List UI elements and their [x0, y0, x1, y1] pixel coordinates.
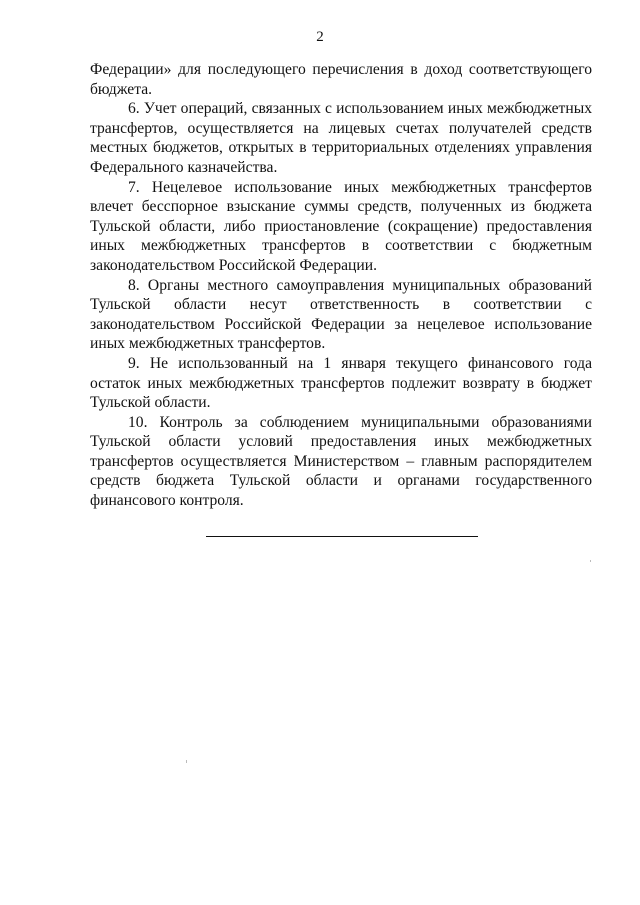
page-number: 2 [316, 29, 324, 45]
paragraph-10: 10. Контроль за соблюдением муниципальными образованиями Тульской области условий предоставления иных межбюджетных трансфертов осуществляется Министерством – главным распорядителем средств бюджета Тульской области и органами государственного финансового контроля. [90, 413, 592, 510]
paragraph-6: 6. Учет операций, связанных с использованием иных межбюджетных трансфертов, осуществляется на лицевых счетах получателей средств местных бюджетов, открытых в территориальных отделениях управления Федерального казначейства. [90, 100, 592, 176]
scan-speck [186, 760, 187, 763]
paragraph-9: 9. Не использованный на 1 января текущего финансового года остаток иных межбюджетных трансфертов подлежит возврату в бюджет Тульской области. [90, 354, 592, 412]
paragraph-7: 7. Нецелевое использование иных межбюджетных трансфертов влечет бесспорное взыскание суммы средств, полученных из бюджета Тульской области, либо приостановление (сокращение) предоставления иных межбюджетных трансфертов в соответствии с бюджетным законодательством Российской Федерации. [90, 178, 592, 274]
paragraph-continuation: Федерации» для последующего перечисления в доход соответствующего бюджета. [90, 61, 592, 98]
document-body [90, 60, 592, 511]
end-of-text-rule [206, 536, 478, 537]
scan-speck [590, 560, 591, 562]
paragraph-8: 8. Органы местного самоуправления муниципальных образований Тульской области несут ответственность в соответствии с законодательством Российской Федерации за нецелевое использование иных межбюджетных трансфертов. [90, 276, 592, 353]
